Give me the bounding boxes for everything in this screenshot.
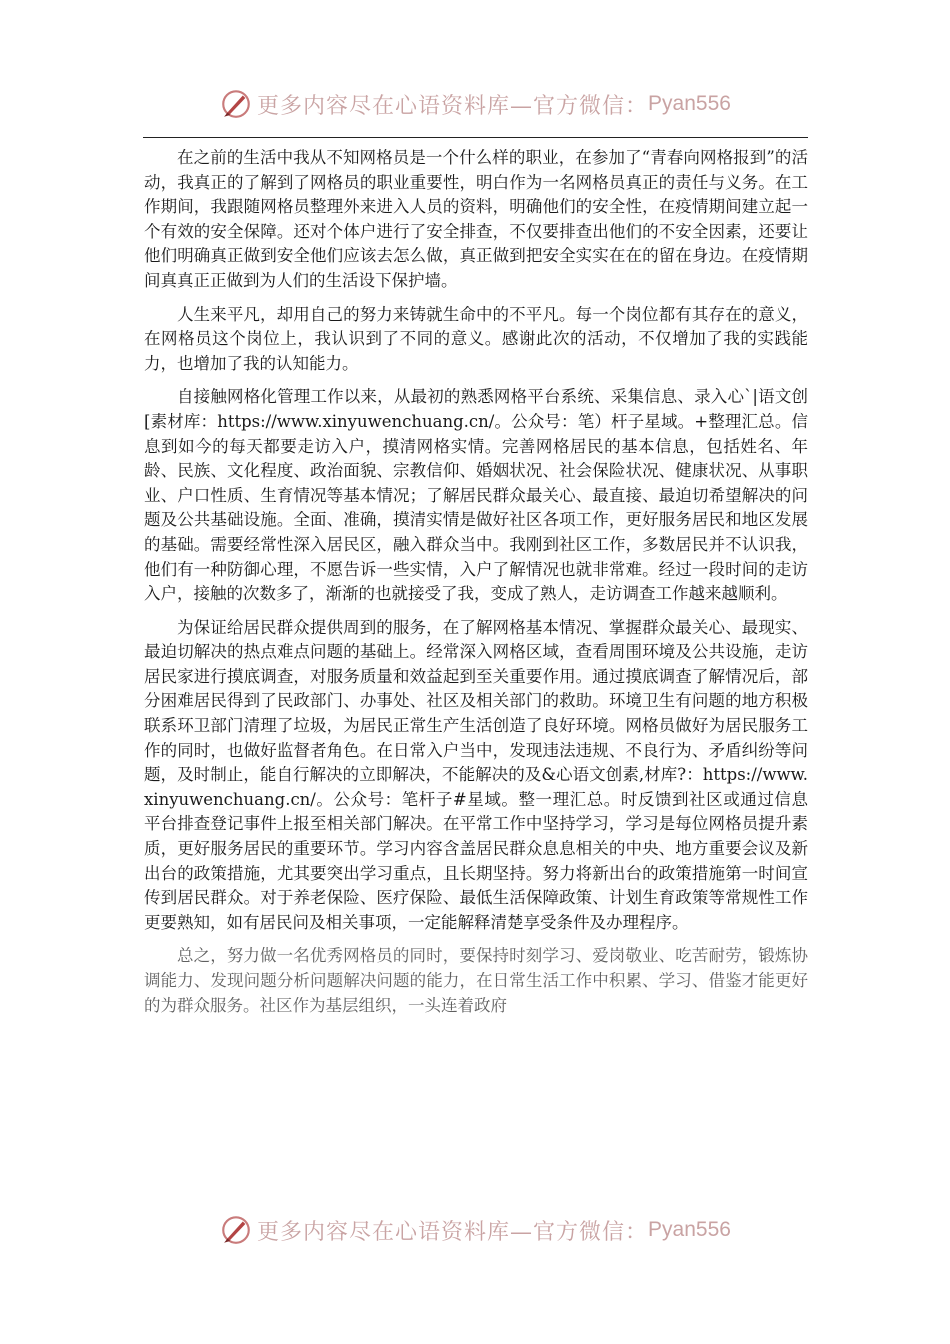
- pen-logo-icon: [219, 87, 253, 121]
- header-watermark-text: 更多内容尽在心语资料库—官方微信：: [257, 93, 649, 119]
- header-watermark: [0, 84, 950, 124]
- footer-watermark: [0, 1210, 950, 1250]
- header-divider: [143, 137, 808, 138]
- paragraph: 为保证给居民群众提供周到的服务，在了解网格基本情况、掌握群众最关心、最现实、最迫切解决的热点难点问题的基础上。经常深入网格区域，查看周围环境及公共设施，走访居民家进行摸底调查，对服务质量和效益起到至关重要作用。通过摸底调查了解情况后，部分困难居民得到了民政部门、办事处、社区及相关部门的救助。环境卫生有问题的地方积极联系环卫部门清理了垃圾，为居民正常生产生活创造了良好环境。网格员做好为居民服务工作的同时，也做好监督者角色。在日常入户当中，发现违法违规、不良行为、矛盾纠纷等问题，及时制止，能自行解决的立即解决，不能解决的及&心语文创素,材库?：https://www.xinyuwenchuang.cn/。公众号：笔杆子#星域。整一理汇总。时反馈到社区或通过信息平台排查登记事件上报至相关部门解决。在平常工作中坚持学习，学习是每位网格员提升素质，更好服务居民的重要环节。学习内容含盖居民群众息息相关的中央、地方重要会议及新出台的政策措施，尤其要突出学习重点，且长期坚持。努力将新出台的政策措施第一时间宣传到居民群众。对于养老保险、医疗保险、最低生活保障政策、计划生育政策等常规性工作更要熟知，如有居民问及相关事项，一定能解释清楚享受条件及办理程序。: [144, 617, 808, 932]
- paragraph: 在之前的生活中我从不知网格员是一个什么样的职业，在参加了“青春向网格报到”的活动，我真正的了解到了网格员的职业重要性，明白作为一名网格员真正的责任与义务。在工作期间，我跟随网格员整理外来进入人员的资料，明确他们的安全性，在疫情期间建立起一个有效的安全保障。还对个体户进行了安全排查，不仅要排查出他们的不安全因素，还要让他们明确真正做到安全他们应该去怎么做，真正做到把安全实实在在的留在身边。在疫情期间真真正正做到为人们的生活设下保护墙。: [144, 148, 808, 290]
- footer-watermark-handle: Pyan556: [648, 1218, 731, 1241]
- body-text: [144, 146, 808, 1027]
- pen-logo-icon: [219, 1213, 253, 1247]
- footer-watermark-text: 更多内容尽在心语资料库—官方微信：: [257, 1219, 649, 1245]
- header-watermark-handle: Pyan556: [648, 92, 731, 115]
- paragraph: 自接触网格化管理工作以来，从最初的熟悉网格平台系统、采集信息、录入心`|语文创[素材库：https://www.xinyuwenchuang.cn/。公众号：笔）杆子星域。+整理汇总。信息到如今的每天都要走访入户，摸清网格实情。完善网格居民的基本信息，包括姓名、年龄、民族、文化程度、政治面貌、宗教信仰、婚姻状况、社会保险状况、健康状况、从事职业、户口性质、生育情况等基本情况；了解居民群众最关心、最直接、最迫切希望解决的问题及公共基础设施。全面、准确，摸清实情是做好社区各项工作，更好服务居民和地区发展的基础。需要经常性深入居民区，融入群众当中。我刚到社区工作，多数居民并不认识我，他们有一种防御心理，不愿告诉一些实情，入户了解情况也就非常难。经过一段时间的走访入户，接触的次数多了，渐渐的也就接受了我，变成了熟人，走访调查工作越来越顺利。: [144, 387, 808, 604]
- paragraph: 总之，努力做一名优秀网格员的同时，要保持时刻学习、爱岗敬业、吃苦耐劳，锻炼协调能力、发现问题分析问题解决问题的能力，在日常生活工作中积累、学习、借鉴才能更好的为群众服务。社区作为基层组织，一头连着政府: [144, 946, 808, 1015]
- paragraph: 人生来平凡，却用自己的努力来铸就生命中的不平凡。每一个岗位都有其存在的意义，在网格员这个岗位上，我认识到了不同的意义。感谢此次的活动，不仅增加了我的实践能力，也增加了我的认知能力。: [144, 304, 808, 373]
